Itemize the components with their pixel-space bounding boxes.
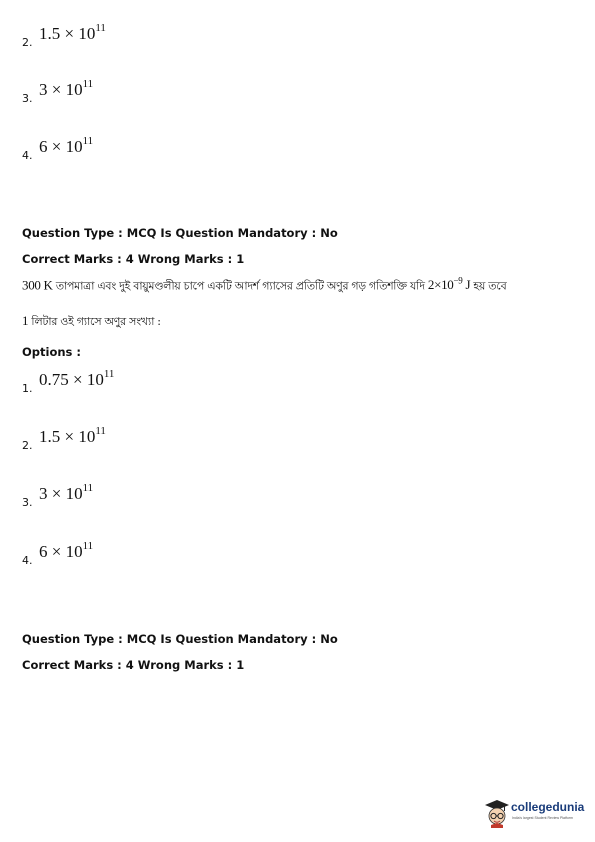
question-type-line: Question Type : MCQ Is Question Mandatory : No <box>22 632 338 646</box>
option-value: $6 \times 10^{11}$ <box>39 540 94 561</box>
question-text-line-2: 1 লিটার ওই গ্যাসে অণুর সংখ্যা : <box>22 313 161 328</box>
options-label: Options : <box>22 345 81 359</box>
question-type-line: Question Type : MCQ Is Question Mandatory : No <box>22 226 338 240</box>
option-number: 4. <box>22 149 33 162</box>
option-value: $3 \times 10^{11}$ <box>39 78 94 99</box>
graduate-mascot-icon <box>484 798 510 828</box>
option-number: 2. <box>22 439 33 452</box>
brand-name: collegedunia <box>511 800 585 814</box>
option-value: $6 \times 10^{11}$ <box>39 135 94 156</box>
marks-line: Correct Marks : 4 Wrong Marks : 1 <box>22 658 245 672</box>
option-value: $1.5 \times 10^{11}$ <box>39 425 106 446</box>
option-number: 1. <box>22 382 33 395</box>
option-value: $0.75 \times 10^{11}$ <box>39 368 115 389</box>
option-value: $3 \times 10^{11}$ <box>39 482 94 503</box>
question-text-line-1: 300 K তাপমাত্রা এবং দুই বায়ুমণ্ডলীয় চাপে একটি আদর্শ গ্যাসের প্রতিটি অণুর গড় গতিশক্তি যদি $2\times 10^{-9}$ J হয় তবে <box>22 276 507 293</box>
collegedunia-logo <box>484 796 585 832</box>
marks-line: Correct Marks : 4 Wrong Marks : 1 <box>22 252 245 266</box>
brand-tagline: India's largest Student Review Platform <box>512 816 573 820</box>
option-number: 3. <box>22 496 33 509</box>
option-number: 3. <box>22 92 33 105</box>
option-number: 4. <box>22 554 33 567</box>
option-number: 2. <box>22 36 33 49</box>
option-value: $1.5 \times 10^{11}$ <box>39 22 106 43</box>
